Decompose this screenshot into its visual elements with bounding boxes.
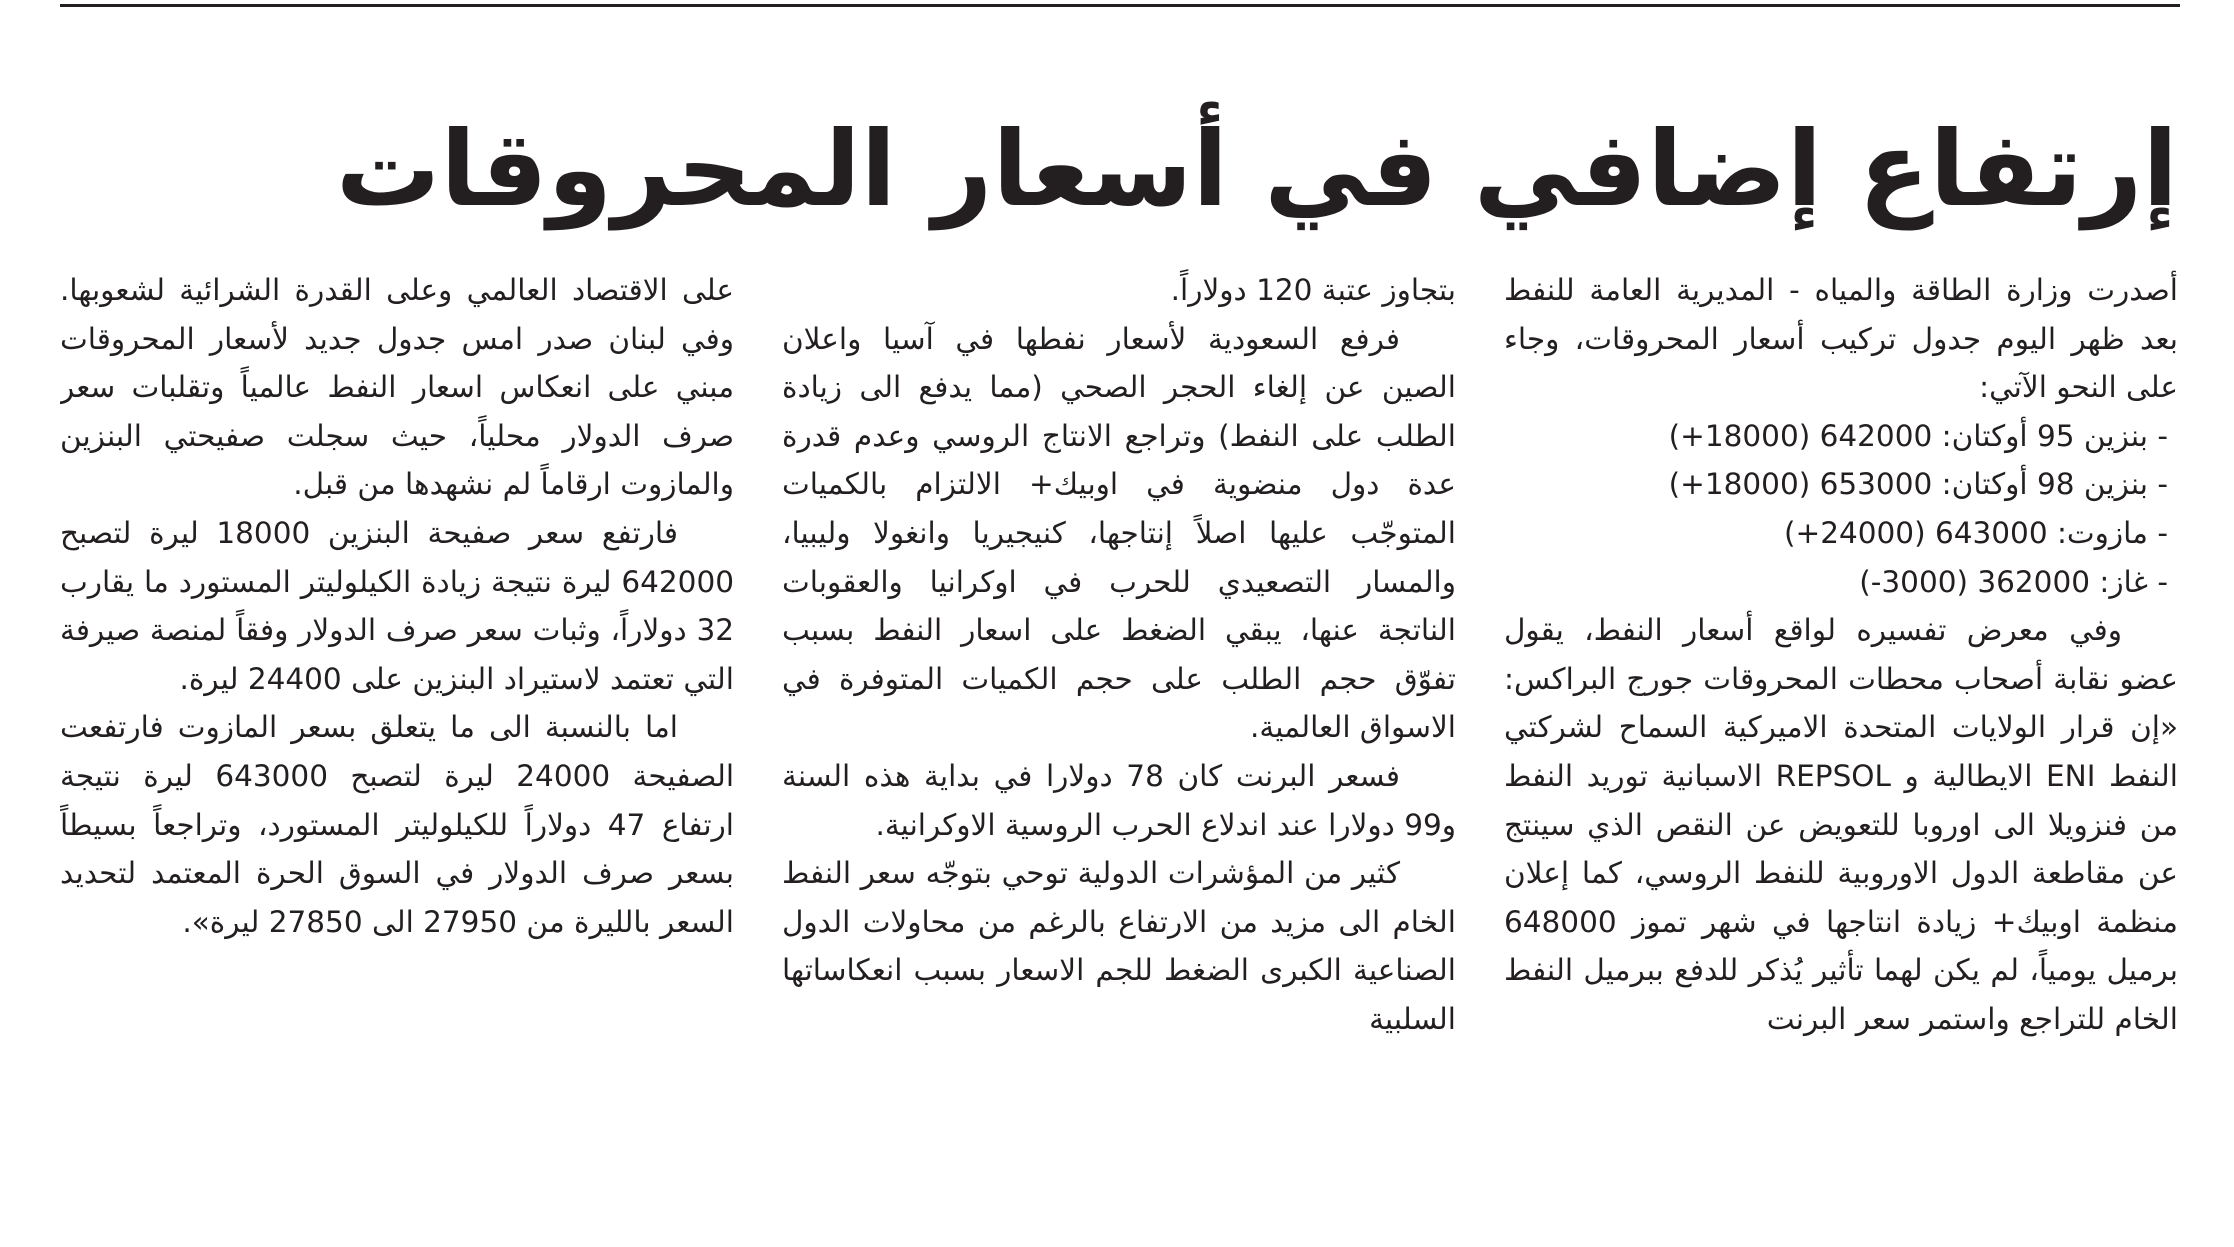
- article-paragraph: وفي معرض تفسيره لواقع أسعار النفط، يقول عضو نقابة أصحاب محطات المحروقات جورج البراكس: «إن قرار الولايات المتحدة الاميركية السماح لشركتي النفط ENI الايطالية و REPSOL الاسبانية توريد النفط من فنزويلا الى اوروبا للتعويض عن النقص الذي سينتج عن مقاطعة الدول الاوروبية للنفط الروسي، كما إعلان منظمة اوبيك+ زيادة انتاجها في شهر تموز 648000 برميل يومياً، لم يكن لهما تأثير يُذكر للدفع ببرميل النفط الخام للتراجع واستمر سعر البرنت: [1504, 613, 2178, 1036]
- article-paragraph: بتجاوز عتبة 120 دولاراً.: [1170, 273, 1456, 307]
- column-right: [1504, 266, 2178, 1216]
- headline: إرتفاع إضافي في أسعار المحروقات: [335, 107, 2178, 230]
- article-paragraph: أصدرت وزارة الطاقة والمياه - المديرية العامة للنفط بعد ظهر اليوم جدول تركيب أسعار المحروقات، وجاء على النحو الآتي:: [1504, 273, 2178, 405]
- top-rule: [60, 4, 2180, 7]
- column-left: [60, 266, 734, 1216]
- price-list-item: - مازوت: 643000 (24000+): [1783, 515, 2168, 550]
- column-middle: [782, 266, 1456, 1216]
- price-list-item: - بنزين 95 أوكتان: 642000 (18000+): [1668, 418, 2168, 453]
- article-paragraph: فارتفع سعر صفيحة البنزين 18000 ليرة لتصبح 642000 ليرة نتيجة زيادة الكيلوليتر المستورد ما يقارب 32 دولاراً، وثبات سعر صرف الدولار وفقاً لمنصة صيرفة التي تعتمد لاستيراد البنزين على 24400 ليرة.: [60, 515, 734, 696]
- article-paragraph: فسعر البرنت كان 78 دولارا في بداية هذه السنة و99 دولارا عند اندلاع الحرب الروسية الاوكرانية.: [782, 758, 1456, 842]
- article-paragraph: على الاقتصاد العالمي وعلى القدرة الشرائية لشعوبها. وفي لبنان صدر امس جدول جديد لأسعار المحروقات مبني على انعكاس اسعار النفط عالمياً وتقلبات سعر صرف الدولار محلياً، حيث سجلت صفيحتي البنزين والمازوت ارقاماً لم نشهدها من قبل.: [60, 273, 734, 502]
- price-list-item: - غاز: 362000 (3000-): [1859, 564, 2168, 599]
- article-paragraph: كثير من المؤشرات الدولية توحي بتوجّه سعر النفط الخام الى مزيد من الارتفاع بالرغم من محاولات الدول الصناعية الكبرى الضغط للجم الاسعار بسبب انعكاساتها السلبية: [782, 856, 1456, 1036]
- article-paragraph: اما بالنسبة الى ما يتعلق بسعر المازوت فارتفعت الصفيحة 24000 ليرة لتصبح 643000 ليرة نتيجة ارتفاع 47 دولاراً للكيلوليتر المستورد، وتراجعاً بسيطاً بسعر صرف الدولار في السوق الحرة المعتمد لتحديد السعر بالليرة من 27950 الى 27850 ليرة».: [60, 710, 734, 939]
- article-paragraph: فرفع السعودية لأسعار نفطها في آسيا واعلان الصين عن إلغاء الحجر الصحي (مما يدفع الى زيادة الطلب على النفط) وتراجع الانتاج الروسي وعدم قدرة عدة دول منضوية في اوبيك+ الالتزام بالكميات المتوجّب عليها اصلاً إنتاجها، كنيجيريا وانغولا وليبيا، والمسار التصعيدي للحرب في اوكرانيا والعقوبات الناتجة عنها، يبقي الضغط على اسعار النفط بسبب تفوّق حجم الطلب على حجم الكميات المتوفرة في الاسواق العالمية.: [782, 321, 1456, 745]
- price-list-item: - بنزين 98 أوكتان: 653000 (18000+): [1668, 467, 2168, 502]
